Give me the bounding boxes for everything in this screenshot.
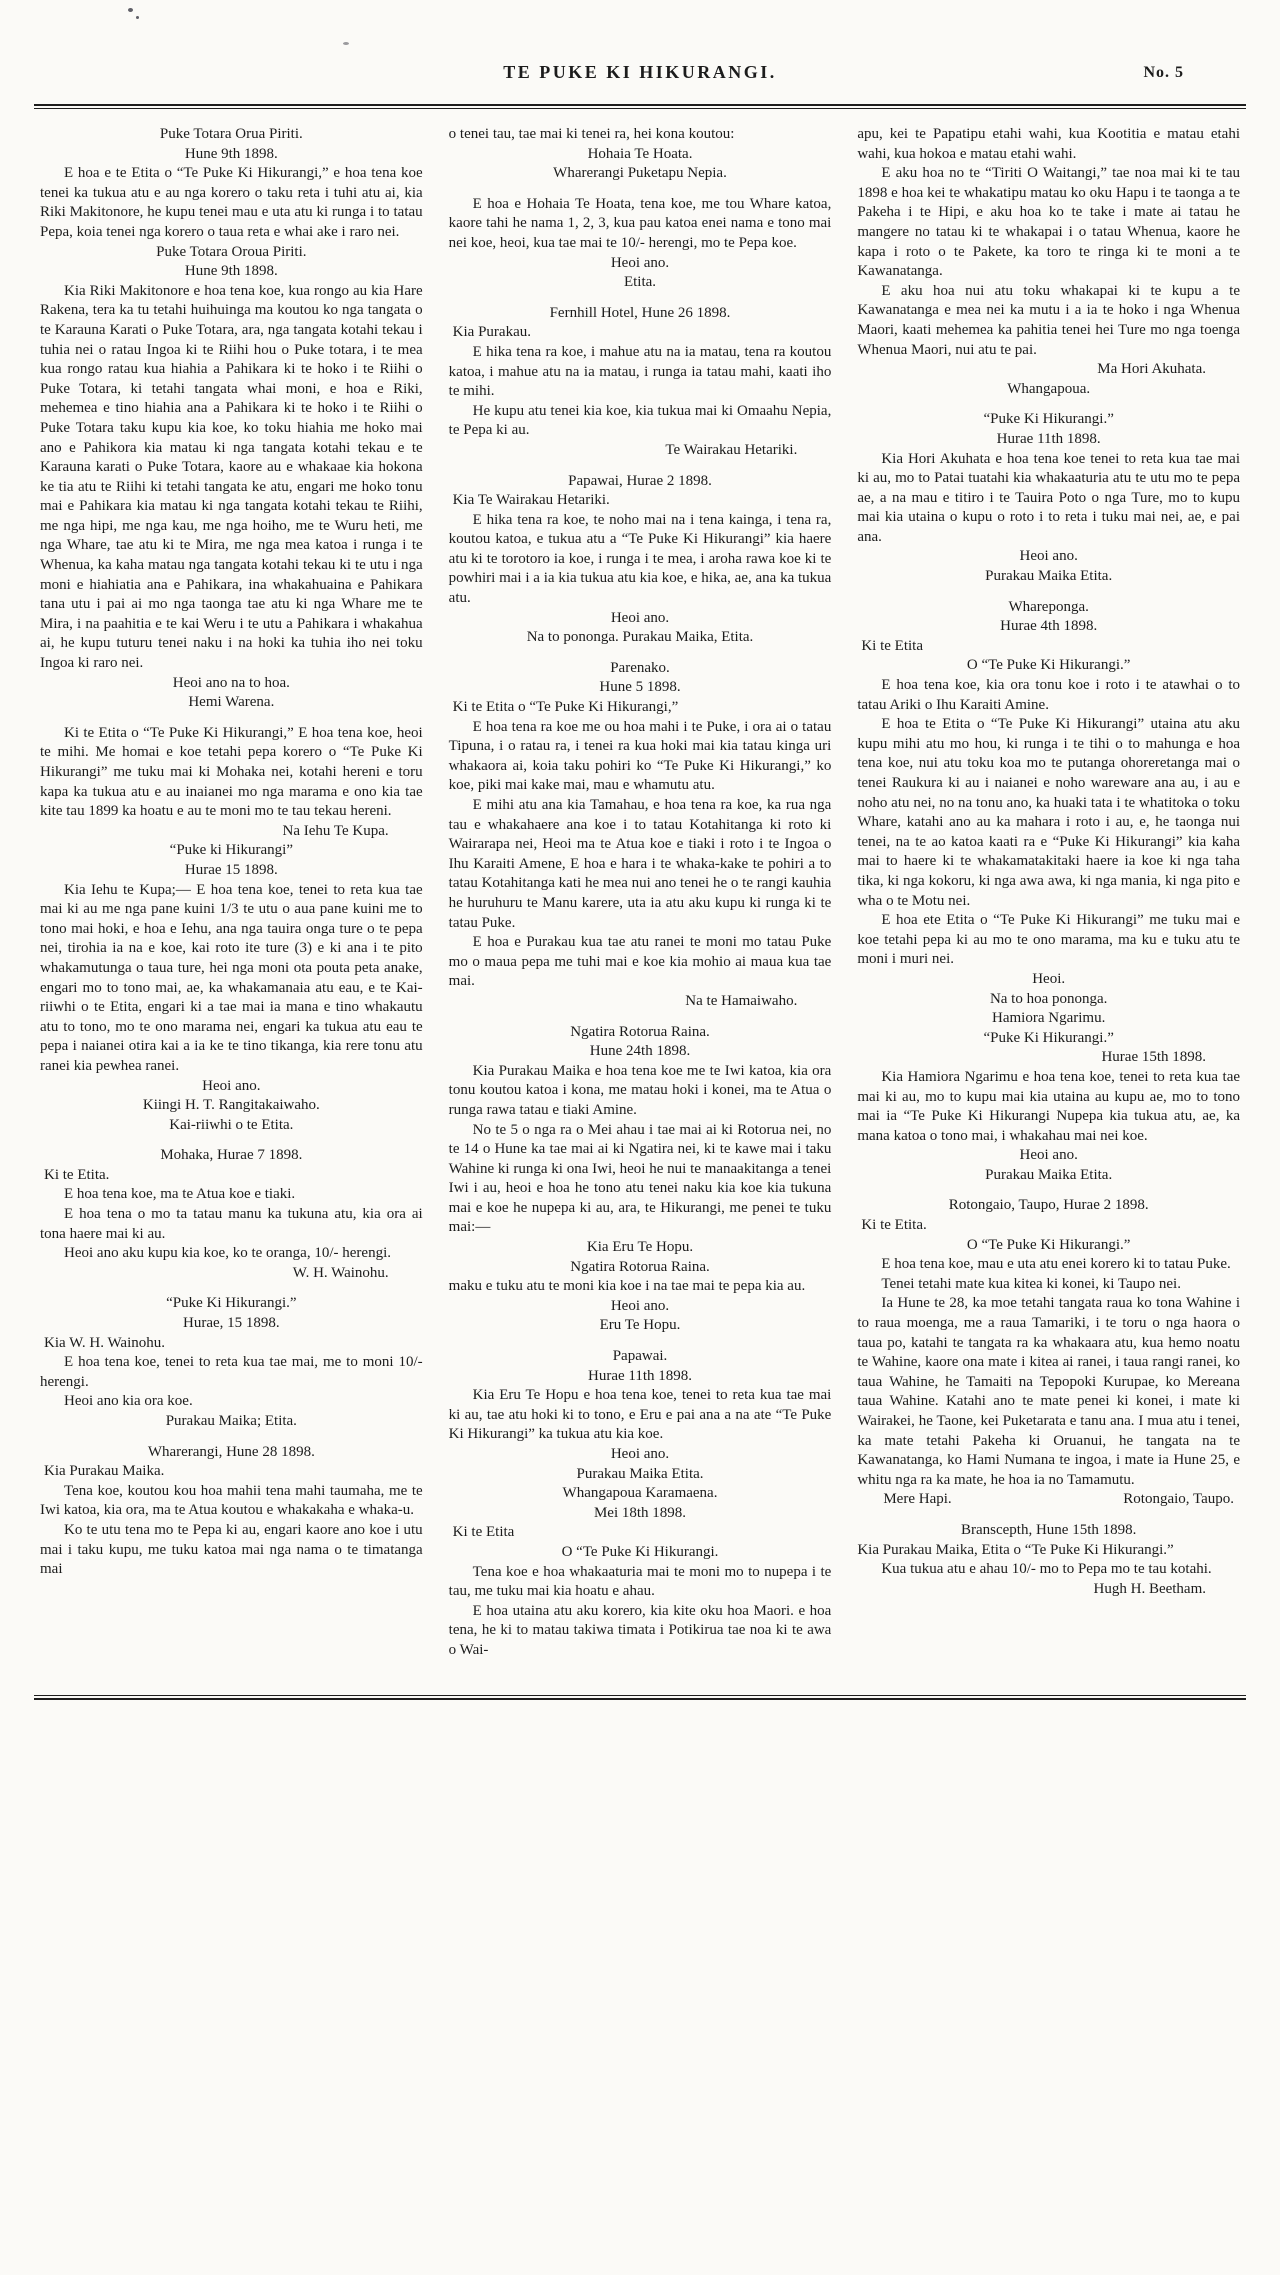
- centered-line: Purakau Maika Etita.: [985, 568, 1113, 585]
- centered-line: Hurae 11th 1898.: [996, 430, 1101, 447]
- centered-line: Ngatira Rotorua Raina.: [570, 1258, 710, 1275]
- centered-line: Purakau Maika Etita.: [985, 1166, 1113, 1183]
- centered-line: Hohaia Te Hoata.: [587, 145, 693, 162]
- salutation-line: Ki te Etita.: [44, 1166, 110, 1183]
- paragraph: Kia Hori Akuhata e hoa tena koe tenei to reta kua tae mai ki au, mo to Patai tuatahi kia whakaaturia atu te utu mo te pepa ae, a na mau e titiro i te Tauira Poto o nga Ture, mo to kupu mai kia utaina o kupu o roto i to reta i tuku mai nei, ae, e pai ana.: [857, 450, 1241, 545]
- paragraph-continuation: Kia Purakau Maika, Etita o “Te Puke Ki Hikurangi.”: [857, 1541, 1174, 1558]
- centered-line: Rotongaio, Taupo, Hurae 2 1898.: [948, 1197, 1149, 1214]
- centered-line: Heoi.: [1032, 970, 1066, 987]
- centered-line: “Puke Ki Hikurangi.”: [166, 1295, 297, 1312]
- centered-line: “Puke ki Hikurangi”: [169, 842, 293, 859]
- paragraph: E mihi atu ana kia Tamahau, e hoa tena ra koe, ka rua nga tau e whakahaere ana koe i to tatau Kotahitanga ki roto ki Wairarapa nei, Heoi ma te Atua koe e tiaki i roto i te Ingoa o Ihu Karaiti Amene, E hoa e hara i te whaka-kake te pohiri a to tatau Kotahitanga kati he mea nui ano tenei he o te rangi kauhia he huruhuru te Manu karere, uta ia atu aku kupu ki runga ki te tatau Puke.: [448, 797, 832, 931]
- centered-line: Purakau Maika; Etita.: [165, 1413, 297, 1429]
- centered-line: “Puke Ki Hikurangi.”: [983, 411, 1114, 428]
- salutation-line: Ki te Etita: [861, 637, 923, 654]
- paragraph: Kua tukua atu e ahau 10/- mo to Pepa mo te tau kotahi.: [881, 1561, 1212, 1578]
- centered-line: Hamiora Ngarimu.: [992, 1010, 1106, 1027]
- centered-line: Whangapoua Karamaena.: [562, 1485, 718, 1502]
- centered-line: Ngatira Rotorua Raina.: [570, 1023, 710, 1040]
- paragraph: Tenei tetahi mate kua kitea ki konei, ki Taupo nei.: [881, 1275, 1181, 1292]
- centered-line: Heoi ano.: [610, 1297, 670, 1314]
- centered-line: Hurae, 15 1898.: [183, 1315, 280, 1332]
- paragraph: E aku hoa nui atu toku whakapai ki te kupu a te Kawanatanga e mea nei ka mutu i a ia te hoko i nga Whenua Maori, kaati mehemea ka pahitia tenei hei Ture mo nga toenga Whenua Maori, nui atu te pai.: [857, 282, 1241, 358]
- paragraph: Tena koe, koutou kou hoa mahii tena mahi taumaha, me te Iwi katoa, kia ora, ma te Atua koutou e whakakaha e whaka-u.: [40, 1482, 423, 1519]
- salutation-line: Kia Te Wairakau Hetariki.: [452, 492, 610, 509]
- centered-line: O “Te Puke Ki Hikurangi.”: [966, 657, 1131, 674]
- paragraph: E hoa utaina atu aku korero, kia kite oku hoa Maori. e hoa tena, he ki to matau takiwa timata i Potikirua tae noa ki te awa o Wai-: [448, 1602, 832, 1658]
- column-3: [857, 125, 1240, 1661]
- centered-line: Heoi ano.: [610, 254, 670, 271]
- issue-number: No. 5: [1143, 64, 1184, 81]
- paragraph: E hoa tena koe, kia ora tonu koe i roto i te atawhai o to tatau Ariki o Ihu Karaiti Amine.: [857, 677, 1241, 713]
- salutation-line: Ki te Etita.: [861, 1217, 927, 1234]
- paragraph: E hika tena ra koe, i mahue atu na ia matau, tena ra koutou katoa, i mahue atu na ia matau, i runga ia tatau mahi, kaati iho te mihi.: [448, 343, 832, 400]
- centered-line: Na to hoa pononga.: [989, 990, 1108, 1007]
- paragraph: Ia Hune te 28, ka moe tetahi tangata raua ko tona Wahine i to raua moenga, me a raua Tamariki, i te toru o nga haora o taua po, katahi te tangata ra ka whakaara atu, kua hemo noatu te Wahine, kaore ona mate i kitea ai ranei, i taua rangi ranei, ko taua Wahine, he Tamaiti na Tepopoki Kurupae, ko Mereana taua Wahine. Katahi ano te mate penei ki konei, i mate ki Wairakei, he Taone, kei Puketarata e tanu ana. I mua atu i tenei, ka mate tetahi Pakeha ki Oruanui, he tangata na te Kawanatanga, ko Hami Numana te ingoa, i mate ia Hune 25, e whitu nga ra ka mate, he hoa ia no Tamamutu.: [857, 1295, 1241, 1488]
- paragraph: Tena koe e hoa whakaaturia mai te moni mo to nupepa i te tau, me tuku mai kia hoatu e ahau.: [448, 1563, 832, 1600]
- centered-line: Hurae 15 1898.: [184, 861, 278, 878]
- signature-line: Hurae 15th 1898.: [1101, 1049, 1207, 1066]
- split-right-text: Rotongaio, Taupo.: [1123, 1491, 1235, 1508]
- paragraph: E hoa tena koe, mau e uta atu enei korero ki to tatau Puke.: [881, 1256, 1231, 1273]
- paragraph: No te 5 o nga ra o Mei ahau i tae mai ai ki Rotorua nei, no te 14 o Hune ka tae mai ai ki Ngatira nei, ki te kawe mai i taku Wahine ki runga ki ona Iwi, heoi he nui te manaakitanga a tenei Iwi i au, heoi e hoa he tono atu tenei naku kia koe kia tukuna mai e koe he nupepa ki au, ara, te Hikurangi, me penei te tuku mai:—: [448, 1121, 832, 1236]
- centered-line: Heoi ano.: [610, 1446, 670, 1462]
- masthead: [0, 0, 1280, 100]
- paragraph: E hoa e Hohaia Te Hoata, tena koe, me tou Whare katoa, kaore tahi he nama 1, 2, 3, kua pau katoa enei nama e tono mai nei koe, heoi, kua tae mai te 10/- herengi, mo te Pepa koe.: [448, 195, 832, 251]
- column-2: [449, 125, 832, 1661]
- centered-line: Hune 9th 1898.: [184, 145, 278, 162]
- newspaper-title: TE PUKE KI HIKURANGI.: [503, 62, 777, 82]
- centered-line: Fernhill Hotel, Hune 26 1898.: [549, 304, 731, 321]
- salutation-line: Kia W. H. Wainohu.: [44, 1334, 166, 1351]
- centered-line: Papawai, Hurae 2 1898.: [568, 472, 712, 489]
- centered-line: Branscepth, Hune 15th 1898.: [960, 1521, 1137, 1538]
- centered-line: O “Te Puke Ki Hikurangi.: [561, 1543, 719, 1560]
- footer-double-rule: [34, 1695, 1246, 1700]
- split-line: [857, 1490, 1240, 1510]
- centered-line: Na to pononga. Purakau Maika, Etita.: [526, 629, 754, 646]
- columns: [0, 109, 1280, 1687]
- paragraph: Kia Purakau Maika e hoa tena koe me te Iwi katoa, kia ora tonu koutou katoa i kona, me matau hoki i konei, ma te Atua o runga rawa tatau e tiaki Amine.: [448, 1062, 832, 1118]
- paragraph: Heoi ano aku kupu kia koe, ko te oranga, 10/- herengi.: [64, 1245, 391, 1262]
- centered-line: Hurae 11th 1898.: [588, 1367, 693, 1384]
- centered-line: Kia Eru Te Hopu.: [586, 1239, 694, 1256]
- centered-line: Etita.: [623, 274, 657, 291]
- centered-line: O “Te Puke Ki Hikurangi.”: [966, 1236, 1131, 1253]
- paragraph: E hoa tena koe, ma te Atua koe e tiaki.: [64, 1186, 296, 1203]
- paragraph: E hoa ete Etita o “Te Puke Ki Hikurangi” me tuku mai e koe tetahi pepa ki au mo te ono marama, ma ku e tuku atu te moni i muri nei.: [857, 912, 1241, 968]
- salutation-line: Kia Purakau Maika.: [44, 1463, 165, 1480]
- centered-line: Puke Totara Orua Piriti.: [159, 126, 303, 142]
- paragraph: E hoa te Etita o “Te Puke Ki Hikurangi” utaina atu aku kupu mihi atu mo hou, ki runga i te tihi o to mahunga e hoa tena koe, nui atu toku koa mo te putanga ohoreretanga mai o tenei Raukura ki au i naianei e noho wareware ana au, i au e noho atu nei, no na tonu ano, ka huaki tata i te whatitoka o toku Whare, katahi ano au ka mahara i roto i au, e, he taonga nui tenei, na te ao katoa kaati ra e “Puke Ki Hikurangi” kia kaha mai to haere ki te whakamatakitaki haere ia koe ki nga taha tika, ki nga kokoru, ki nga awa awa, ki nga mania, ki nga pito e wha o te Motu nei.: [857, 716, 1241, 909]
- signature-line: W. H. Wainohu.: [292, 1264, 389, 1281]
- paragraph: E aku hoa no te “Tiriti O Waitangi,” tae noa mai ki te tau 1898 e hoa kei te whakatipu matau ko oku Hapu i te taonga a te Pakeha i te Hipi, e aku hoa ko te take i mate ai tatau he mangere no tatau ki te whakapai i o tatau Whenua, kaore he kapa i roto o te Pakete, ka toro te ringa ki te moni a te Kawanatanga.: [857, 165, 1241, 280]
- signature-line: Te Wairakau Hetariki.: [665, 441, 798, 458]
- centered-line: “Puke Ki Hikurangi.”: [983, 1029, 1114, 1046]
- column-1: [40, 125, 423, 1661]
- salutation-line: Ki te Etita o “Te Puke Ki Hikurangi,”: [452, 699, 679, 716]
- centered-line: Whangapoua.: [1007, 380, 1091, 397]
- signature-line: Na Iehu Te Kupa.: [282, 822, 389, 839]
- paragraph: E hika tena ra koe, te noho mai na i tena kainga, i tena ra, koutou katoa, e tukua atu a “Te Puke Ki Hikurangi” kia haere atu ki te torotoro ia koe, i runga i te mea, i aroha rawa koe ki te powhiri mai i a ia kia tukua atu kia koe, e hika, ae, ana ka tukua atu.: [448, 511, 832, 607]
- salutation-line: Ki te Etita: [452, 1524, 515, 1541]
- centered-line: Kiingi H. T. Rangitakaiwaho.: [142, 1097, 320, 1114]
- signature-line: Hugh H. Beetham.: [1093, 1580, 1207, 1597]
- paragraph: E hoa tena koe, tenei to reta kua tae mai, me to moni 10/- herengi.: [40, 1354, 423, 1390]
- paragraph-continuation: maku e tuku atu te moni kia koe i na tae mai te pepa kia au.: [448, 1278, 806, 1295]
- paragraph: E hoa tena ra koe me ou hoa mahi i te Puke, i ora ai o tatau Tipuna, i o ratau ra, i tenei ra kua hoki mai kia tatau kinga uri whakaora ai, koia taku pohiri ko “Te Puke Ki Hikurangi,” ko koe, piki mai kake mai, mau e whamutu atu.: [448, 718, 832, 794]
- centered-line: Mohaka, Hurae 7 1898.: [160, 1147, 303, 1164]
- signature-line: Ma Hori Akuhata.: [1097, 361, 1207, 378]
- centered-line: Wharerangi, Hune 28 1898.: [147, 1443, 315, 1460]
- split-left-text: Mere Hapi.: [883, 1491, 952, 1508]
- salutation-line: Kia Purakau.: [452, 324, 531, 341]
- centered-line: Purakau Maika Etita.: [576, 1465, 704, 1482]
- centered-line: Hune 24th 1898.: [589, 1043, 691, 1060]
- centered-line: Puke Totara Oroua Piriti.: [156, 243, 307, 260]
- centered-line: Hurae 4th 1898.: [1000, 618, 1098, 635]
- paragraph: Heoi ano kia ora koe.: [64, 1393, 193, 1410]
- centered-line: Kai-riiwhi o te Etita.: [169, 1116, 294, 1133]
- centered-line: Hemi Warena.: [188, 694, 275, 711]
- centered-line: Hune 5 1898.: [599, 679, 681, 696]
- signature-line: Na te Hamaiwaho.: [685, 992, 798, 1009]
- centered-line: Eru Te Hopu.: [599, 1317, 681, 1334]
- centered-line: Heoi ano.: [1019, 1147, 1078, 1164]
- centered-line: Wharerangi Puketapu Nepia.: [553, 165, 727, 182]
- centered-line: Whareponga.: [1008, 598, 1089, 615]
- paragraph: Kia Iehu te Kupa;— E hoa tena koe, tenei to reta kua tae mai ki au me nga pane kuini 1/3 te utu o aua pane kuini me to tono mai hoki, e hoa e Iehu, ana nga tauira onga ture o te pepa nei, tirohia ia na e koe, kai roto ite ture (3) e ki ana i te pito whakamutunga o taua ture, hei nga moni ota pouta peta anake, engari mo to tono mai, ae, ka whakamanaia atu eau, e te Kai-riiwhi o te Etita, engari ki a tae mai ia mana e tino whakautu atu to tono, mo te ono marama nei, engari ka tukua atu eau te pepa i naianei otira kai a ia ke te tino tikanga, kia rere tonu atu ranei kia pewhea ranei.: [40, 881, 423, 1074]
- paragraph: Kia Hamiora Ngarimu e hoa tena koe, tenei to reta kua tae mai ki au, mo to kupu mai kia utaina au kupu ae, mo to tono mai ia “Te Puke Ki Hikurangi Nupepa kia tukua atu, ae, ka mana katoa o tono mai, i whakahau mai nei koe.: [857, 1068, 1241, 1144]
- paragraph-continuation: apu, kei te Papatipu etahi wahi, kua Kootitia e matau etahi wahi, kua hokoa e matau etahi wahi.: [857, 126, 1241, 162]
- centered-line: Hune 9th 1898.: [184, 263, 278, 280]
- paragraph: Kia Eru Te Hopu e hoa tena koe, tenei to reta kua tae mai ki au, tae atu hoki ki to tono, e Eru e pai ana a na ate “Te Puke Ki Hikurangi” ka tukua atu kia koe.: [448, 1387, 832, 1443]
- paragraph: Ki te Etita o “Te Puke Ki Hikurangi,” E hoa tena koe, heoi te mihi. Me homai e koe tetahi pepa korero o “Te Puke Ki Hikurangi” me tuku mai ki Mohaka nei, kotahi hereni e toru kapa ka tukua atu e au inaianei mo nga marama e ono kia tae kite tau 1899 ka hoatu e au te moni mo te tau tekau hereni.: [40, 724, 423, 820]
- centered-line: Mei 18th 1898.: [593, 1504, 687, 1521]
- paragraph: E hoa e Purakau kua tae atu ranei te moni mo tatau Puke mo o maua pepa me tuhi mai e koe kia mohio ai maua kua tae mai.: [448, 934, 832, 990]
- centered-line: Heoi ano na to hoa.: [172, 674, 290, 691]
- paragraph: Ko te utu tena mo te Pepa ki au, engari kaore ano koe i utu mai i taku kupu, me tuku katoa mai nga nama o te timatanga mai: [40, 1521, 423, 1578]
- paragraph: E hoa tena o mo ta tatau manu ka tukuna atu, kia ora ai tona haere mai ki au.: [40, 1206, 423, 1242]
- paragraph: Kia Riki Makitonore e hoa tena koe, kua rongo au kia Hare Rakena, tera ka tu tetahi huihuinga ma koutou ko nga tangata o te Karauna Karati o Puke Totara, ara, nga tangata kotahi tekau i tuhia nei o ratau Ingoa ki te Riihi hou o Puke totara, i te mea kua rongo ratau kua hiahia a Pahikara ki te hoko i te Riihi o Puke Totara, ki tetahi tangata whai moni, e hoa e Riki, mehemea e tino hiahia ana a Pahikara ki te hoko i te Riihi o Puke Totara taku kupu kia koe, ko toku hiahia me hoko mai ano e Pahikora kia matau ki nga tangata kotahi tekau e te Karauna karati o Puke Totara, kaore au e whakaae kia hokona ke tia atu te Riihi ki tetahi tangata ke atu, engari me hoko tonu mai e Pahikara kia matau ki nga tangata kotahi tekau te Riihi, me nga hipi, me nga kau, me nga hoiho, me te Wuru heti, me nga Whare, tae atu ki te Mira, me nga mea katoa i runga i te Whenua, ka kaha matau nga tangata kotahi tekau ki te utu i nga moni e hiahiatia ana e Pahikara, ina whakahuaina e Pahikara tana utu i pai ai mo nga taonga tae atu ki nga Whare me te Mira, i na paahitia e te kai Weru i te utu a Pahikara i whakahua ai, he kupu tuturu tenei naku i na hoki ka tuhia iho nei toku Ingoa ki raro nei.: [40, 282, 423, 672]
- centered-line: Papawai.: [612, 1348, 668, 1365]
- paragraph: E hoa e te Etita o “Te Puke Ki Hikurangi,” e hoa tena koe tenei ka tukua atu e au nga korero o taku reta i tuhi atu ai, kia Riki Makitonore, he kupu tenei mau e uta atu ki runga i to tatau Pepa, koia tenei nga korero o taua reta e whai ake i raro nei.: [40, 165, 423, 240]
- centered-line: Parenako.: [610, 659, 670, 676]
- paragraph-continuation: o tenei tau, tae mai ki tenei ra, hei kona koutou:: [448, 126, 735, 142]
- paragraph: He kupu atu tenei kia koe, kia tukua mai ki Omaahu Nepia, te Pepa ki au.: [448, 402, 832, 439]
- centered-line: Heoi ano.: [1019, 548, 1078, 565]
- centered-line: Heoi ano.: [610, 609, 670, 626]
- centered-line: Heoi ano.: [202, 1077, 261, 1094]
